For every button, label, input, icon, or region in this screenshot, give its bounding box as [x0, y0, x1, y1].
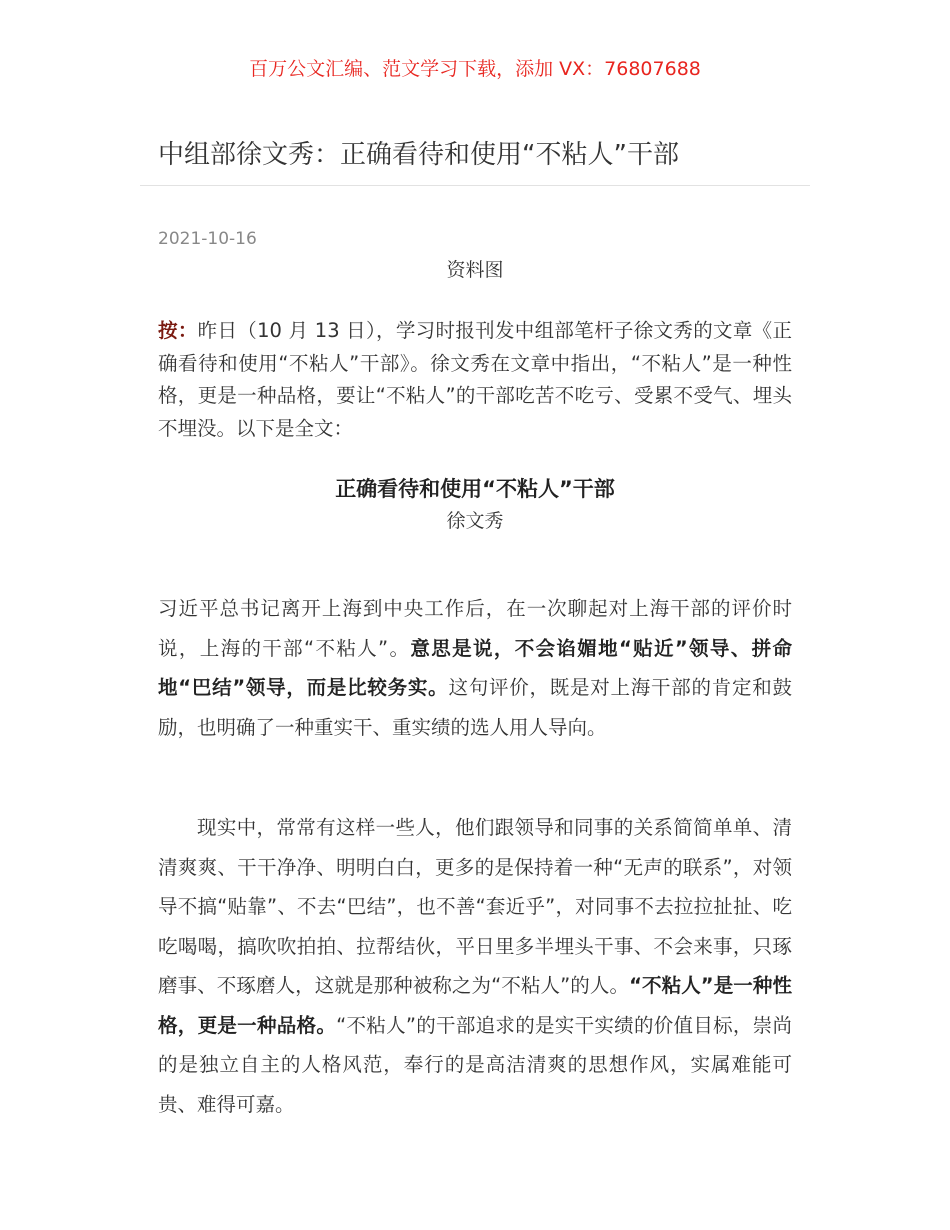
article-subtitle: 正确看待和使用“不粘人”干部: [335, 477, 615, 501]
image-caption: 资料图: [446, 259, 504, 281]
editor-note-text: 昨日（10 月 13 日），学习时报刊发中组部笔杆子徐文秀的文章《正确看待和使用“不粘人”干部》。徐文秀在文章中指出，“不粘人”是一种性格，更是一种品格，要让“不粘人”的干部吃苦不吃亏、受累不受气、埋头不埋没。以下是全文：: [158, 319, 792, 440]
publish-date: 2021-10-16: [158, 229, 257, 249]
paragraph-1-text-b: 这句评价，既是对上海干部的肯定和鼓励，也明确了一种重实干、重实绩的选人用人导向。: [158, 676, 792, 739]
paragraph-1-text-a: 习近平总书记离开上海到中央工作后，在一次聊起对上海干部的评价时说，上海的干部“不粘人”。: [158, 597, 792, 660]
paragraph-2: [158, 808, 792, 1124]
editor-note-label: 按：: [158, 319, 198, 342]
paragraph-1: [158, 589, 792, 747]
title-divider: [140, 185, 810, 186]
author-name: 徐文秀: [446, 510, 504, 532]
paragraph-2-bold: “不粘人”是一种性格，更是一种品格。: [158, 974, 792, 1037]
promo-banner: 百万公文汇编、范文学习下载，添加 VX：76807688: [249, 58, 701, 80]
paragraph-2-text-b: “不粘人”的干部追求的是实干实绩的价值目标，崇尚的是独立自主的人格风范，奉行的是高洁清爽的思想作风，实属难能可贵、难得可嘉。: [158, 1013, 792, 1116]
article-title: 中组部徐文秀：正确看待和使用“不粘人”干部: [158, 140, 679, 170]
editor-note: [158, 315, 792, 445]
paragraph-1-bold: 意思是说，不会谄媚地“贴近”领导、拼命地“巴结”领导，而是比较务实。: [158, 636, 792, 699]
paragraph-2-text-a: 现实中，常常有这样一些人，他们跟领导和同事的关系简简单单、清清爽爽、干干净净、明明白白，更多的是保持着一种“无声的联系”，对领导不搞“贴靠”、不去“巴结”，也不善“套近乎”，对同事不去拉拉扯扯、吃吃喝喝，搞吹吹拍拍、拉帮结伙，平日里多半埋头干事、不会来事，只琢磨事、不琢磨人，这就是那种被称之为“不粘人”的人。: [158, 816, 792, 997]
